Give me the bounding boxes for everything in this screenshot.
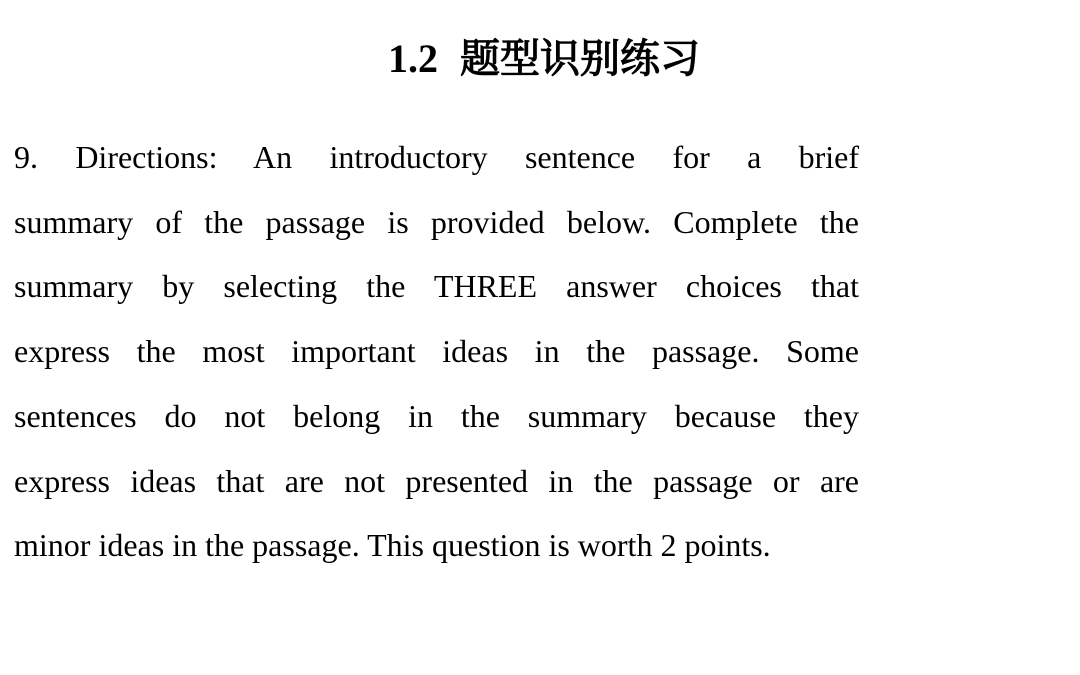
section-title-text: 题型识别练习 [460,36,700,82]
directions-paragraph [14,125,859,578]
paragraph-line: summary by selecting the THREE answer choices that [14,268,859,305]
paragraph-line: summary of the passage is provided below. Complete the [14,203,859,240]
paragraph-line: express the most important ideas in the passage. Some [14,333,859,370]
section-number: 1.2 [388,36,438,81]
paragraph-line: express ideas that are not presented in the passage or are [14,462,859,499]
paragraph-line: sentences do not belong in the summary because they [14,397,859,434]
paragraph-line: minor ideas in the passage. This question is worth 2 points. [14,527,771,564]
paragraph-line: 9. Directions: An introductory sentence for a brief [14,139,859,175]
page-title [0,30,1080,88]
